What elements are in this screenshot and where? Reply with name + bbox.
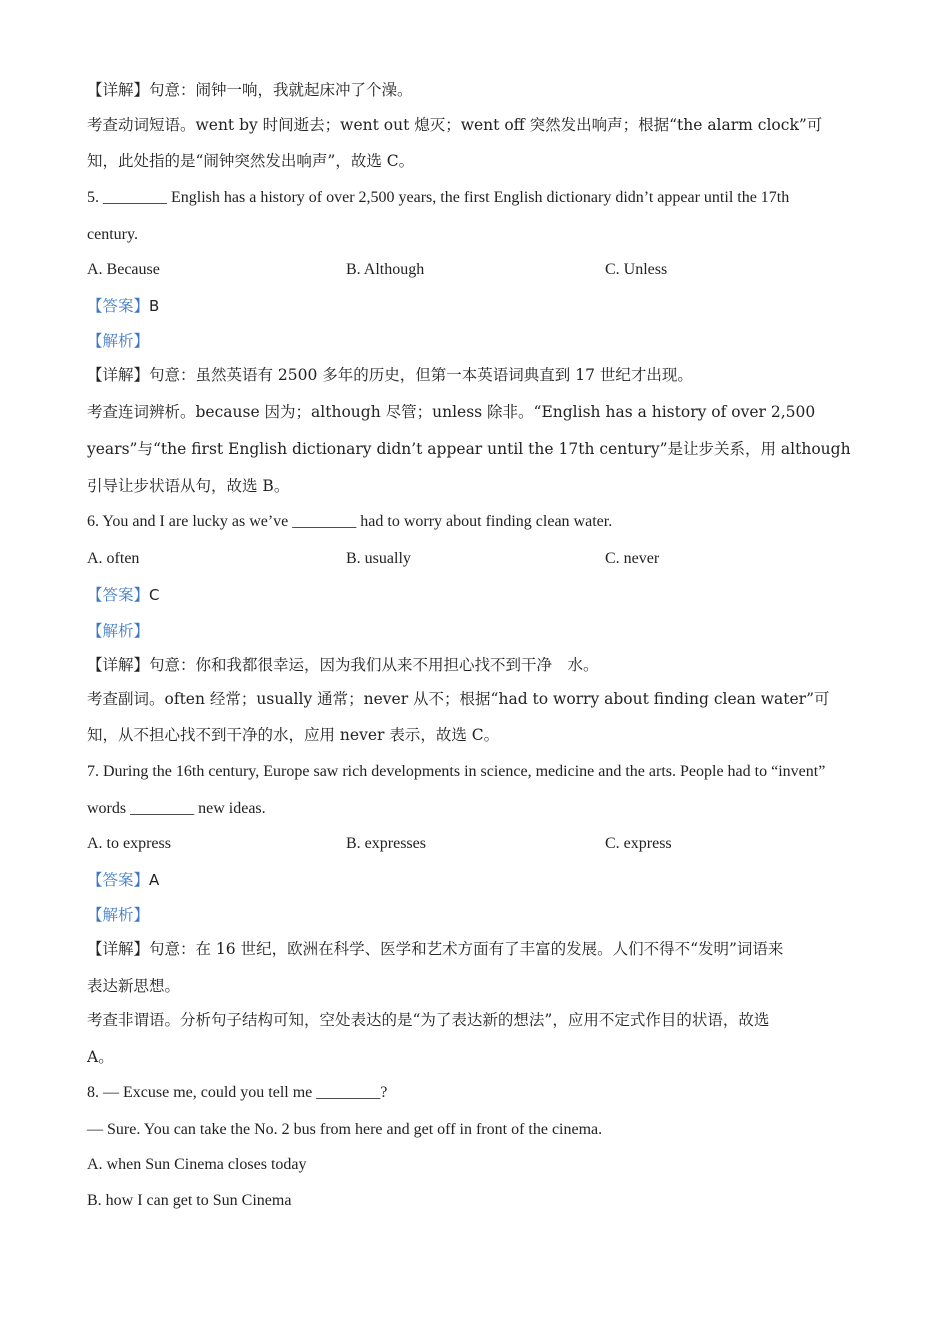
q6-stem: 6. You and I are lucky as we’ve ________ had to worry about finding clean water. xyxy=(87,513,613,530)
q7-option-a: A. to express xyxy=(87,835,171,852)
q7-option-c: C. express xyxy=(605,835,672,852)
q8-option-a: A. when Sun Cinema closes today xyxy=(87,1156,307,1173)
answer-tag: 【答案】 xyxy=(87,297,150,315)
q8-stem-line-2: — Sure. You can take the No. 2 bus from here and get off in front of the cinema. xyxy=(87,1121,603,1138)
q6-detail: 【详解】句意：你和我都很幸运，因为我们从来不用担心找不到干净 水。 xyxy=(87,656,599,674)
answer-tag: 【答案】 xyxy=(87,586,150,604)
q5-stem-line-2: century. xyxy=(87,226,138,243)
q5-stem-line-1: 5. ________ English has a history of over 2,500 years, the first English dictionary didn’t appear until the 17th xyxy=(87,189,790,206)
q7-stem-line-2: words ________ new ideas. xyxy=(87,800,266,817)
q6-analysis-line-1: 考查副词。often 经常；usually 通常；never 从不；根据“had to worry about finding clean water”可 xyxy=(87,690,830,708)
q6-jiexi-tag: 【解析】 xyxy=(87,622,150,640)
q7-analysis-line-1: 考查非谓语。分析句子结构可知，空处表达的是“为了表达新的想法”，应用不定式作目的状语，故选 xyxy=(87,1011,770,1029)
q7-detail-line-2: 表达新思想。 xyxy=(87,977,181,995)
q5-jiexi-tag: 【解析】 xyxy=(87,332,150,350)
q5-answer xyxy=(87,296,877,316)
answer-letter: C xyxy=(149,586,160,604)
q6-option-c: C. never xyxy=(605,550,660,567)
q6-analysis-line-2: 知，从不担心找不到干净的水，应用 never 表示，故选 C。 xyxy=(87,726,500,744)
q7-detail-line-1: 【详解】句意：在 16 世纪，欧洲在科学、医学和艺术方面有了丰富的发展。人们不得不“发明”词语来 xyxy=(87,940,784,958)
q7-analysis-line-2: A。 xyxy=(87,1048,114,1066)
q7-option-b: B. expresses xyxy=(346,835,426,852)
answer-letter: A xyxy=(149,871,160,889)
q5-option-b: B. Although xyxy=(346,261,425,278)
q5-analysis-line-3: 引导让步状语从句，故选 B。 xyxy=(87,477,290,495)
q5-analysis-line-1: 考查连词辨析。because 因为；although 尽管；unless 除非。“English has a history of over 2,500 xyxy=(87,403,816,421)
q5-option-a: A. Because xyxy=(87,261,160,278)
q8-option-b: B. how I can get to Sun Cinema xyxy=(87,1192,292,1209)
answer-tag: 【答案】 xyxy=(87,871,150,889)
q7-stem-line-1: 7. During the 16th century, Europe saw rich developments in science, medicine and the arts. People had to “invent” xyxy=(87,763,826,780)
q6-option-b: B. usually xyxy=(346,550,411,567)
q6-option-a: A. often xyxy=(87,550,140,567)
q5-option-c: C. Unless xyxy=(605,261,668,278)
q4-detail: 【详解】句意：闹钟一响，我就起床冲了个澡。 xyxy=(87,81,413,99)
q7-answer xyxy=(87,870,877,890)
q4-analysis-line-2: 知，此处指的是“闹钟突然发出响声”，故选 C。 xyxy=(87,152,415,170)
q7-jiexi-tag: 【解析】 xyxy=(87,906,150,924)
q4-analysis-line-1: 考查动词短语。went by 时间逝去；went out 熄灭；went off 突然发出响声；根据“the alarm clock”可 xyxy=(87,116,823,134)
q5-analysis-line-2: years”与“the first English dictionary didn’t appear until the 17th century”是让步关系，用 although xyxy=(87,440,851,458)
q8-stem-line-1: 8. — Excuse me, could you tell me ________? xyxy=(87,1084,388,1101)
q5-detail: 【详解】句意：虽然英语有 2500 多年的历史，但第一本英语词典直到 17 世纪才出现。 xyxy=(87,366,693,384)
answer-letter: B xyxy=(149,297,160,315)
q6-answer xyxy=(87,585,877,605)
